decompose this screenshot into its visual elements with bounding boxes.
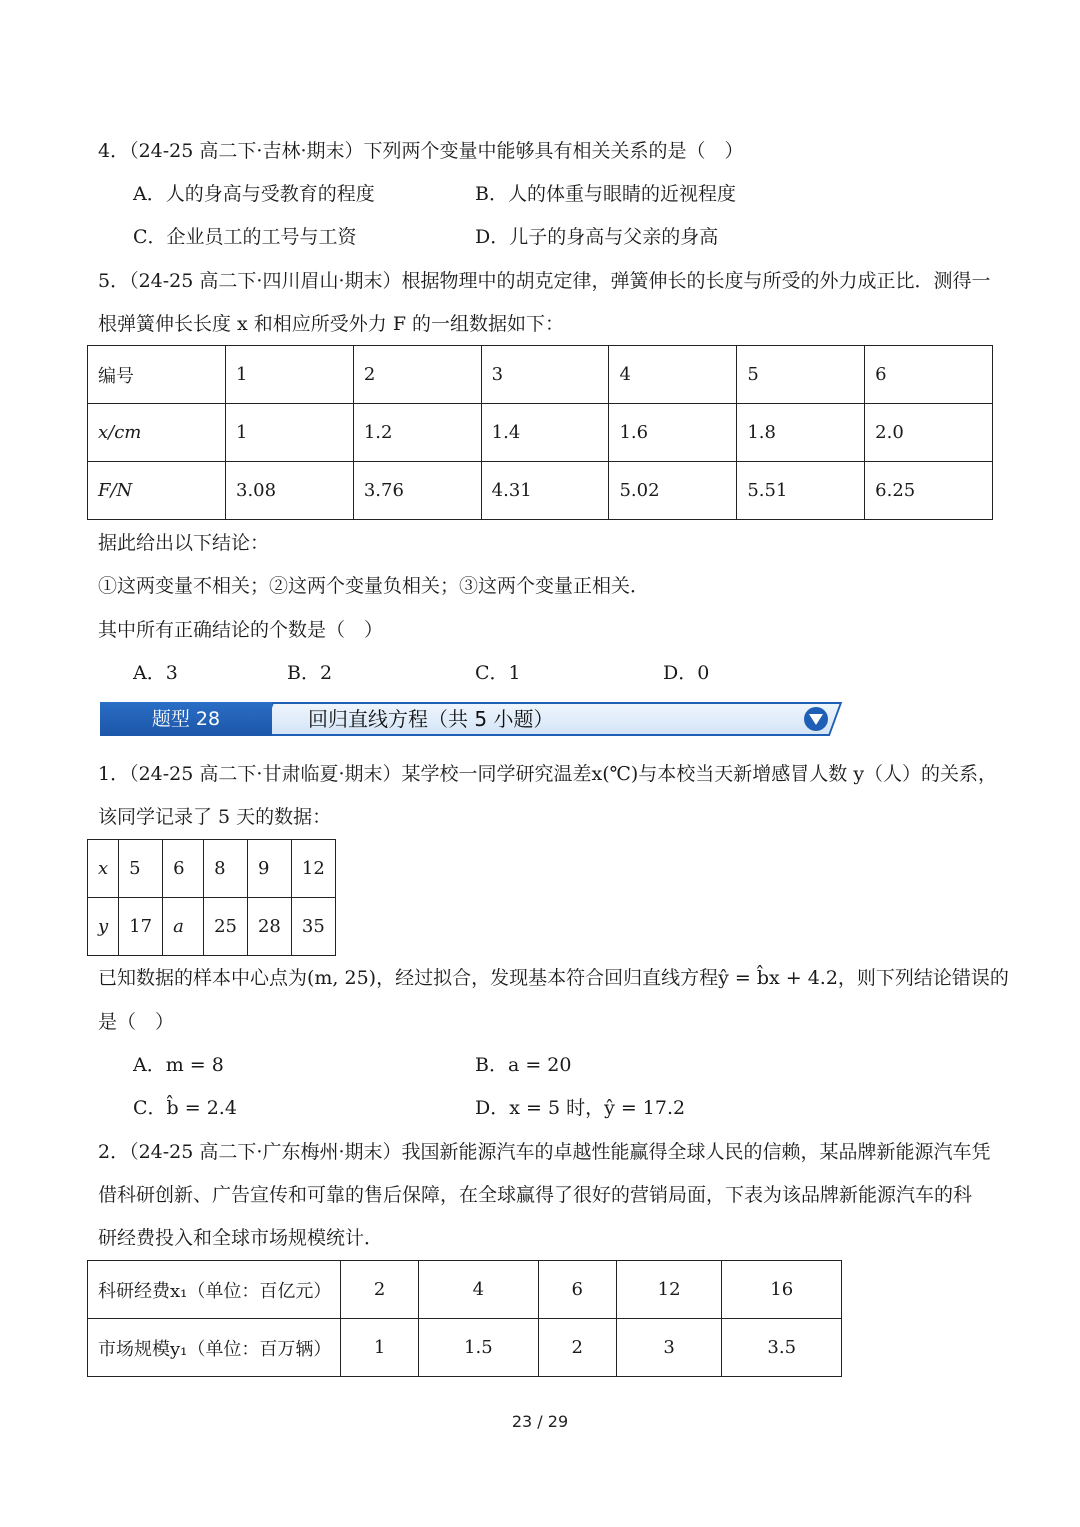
s2-data-table [87, 1260, 842, 1377]
table-cell: 3.5 [722, 1319, 842, 1377]
table-cell: 5 [119, 840, 163, 898]
table-cell: 1 [226, 404, 354, 462]
table-cell: y [88, 898, 119, 956]
table-cell: 12 [616, 1261, 722, 1319]
q5-data-table [87, 345, 993, 520]
s1-data-table [87, 839, 336, 956]
section-title: 回归直线方程（共 5 小题） [308, 707, 554, 731]
table-cell: a [163, 898, 204, 956]
table-cell: 8 [204, 840, 248, 898]
table-cell: x [88, 840, 119, 898]
table-cell: 16 [722, 1261, 842, 1319]
table-cell: 2 [538, 1319, 616, 1377]
table-cell: 市场规模y₁（单位：百万辆） [88, 1319, 341, 1377]
table-cell: 6 [865, 346, 993, 404]
table-cell: 12 [291, 840, 335, 898]
collapse-arrow-icon[interactable] [804, 707, 828, 731]
q5-option-d: D．0 [663, 662, 710, 684]
q5-stem-line1: 5．（24-25 高二下·四川眉山·期末）根据物理中的胡克定律，弹簧伸长的长度与所受的外力成正比．测得一 [98, 270, 991, 292]
table-cell: 4 [419, 1261, 539, 1319]
table-cell: 28 [247, 898, 291, 956]
table-cell: 6 [538, 1261, 616, 1319]
table-cell: 3.76 [353, 462, 481, 520]
table-cell: 1.2 [353, 404, 481, 462]
s1-stem-line1: 1．（24-25 高二下·甘肃临夏·期末）某学校一同学研究温差x(℃)与本校当天新增感冒人数 y（人）的关系， [98, 763, 998, 785]
table-cell: 6 [163, 840, 204, 898]
q4-option-b: B．人的体重与眼睛的近视程度 [475, 183, 736, 205]
q4-option-d: D．儿子的身高与父亲的身高 [475, 226, 719, 248]
q5-question: 其中所有正确结论的个数是（ ） [98, 619, 384, 641]
table-cell: 1.6 [609, 404, 737, 462]
table-cell: 3.08 [226, 462, 354, 520]
table-row [88, 898, 336, 956]
table-cell: 5 [737, 346, 865, 404]
table-row [88, 346, 993, 404]
q4-stem: 4．（24-25 高二下·吉林·期末）下列两个变量中能够具有相关关系的是（ ） [98, 140, 744, 162]
table-cell: 1.4 [481, 404, 609, 462]
table-cell: 25 [204, 898, 248, 956]
table-row [88, 1261, 842, 1319]
s1-text-line1: 已知数据的样本中心点为(m, 25)，经过拟合，发现基本符合回归直线方程ŷ = b̂x + 4.2，则下列结论错误的 [98, 967, 1009, 989]
s1-option-d: D．x = 5 时，ŷ = 17.2 [475, 1097, 686, 1119]
table-row [88, 1319, 842, 1377]
table-cell: x/cm [88, 404, 226, 462]
section-banner [100, 702, 836, 738]
s1-option-b: B．a = 20 [475, 1054, 572, 1076]
s2-stem-line2: 借科研创新、广告宣传和可靠的售后保障，在全球赢得了很好的营销局面，下表为该品牌新能源汽车的科 [98, 1184, 973, 1206]
q5-option-b: B．2 [287, 662, 333, 684]
section-label: 题型 28 [100, 702, 272, 736]
q4-option-a: A．人的身高与受教育的程度 [133, 183, 375, 205]
q5-option-a: A．3 [133, 662, 178, 684]
table-cell: 编号 [88, 346, 226, 404]
table-cell: 科研经费x₁（单位：百亿元） [88, 1261, 341, 1319]
s1-option-a: A．m = 8 [133, 1054, 224, 1076]
table-cell: 2.0 [865, 404, 993, 462]
s2-stem-line3: 研经费投入和全球市场规模统计． [98, 1227, 384, 1249]
s2-stem-line1: 2．（24-25 高二下·广东梅州·期末）我国新能源汽车的卓越性能赢得全球人民的信赖，某品牌新能源汽车凭 [98, 1141, 991, 1163]
table-cell: 5.51 [737, 462, 865, 520]
table-cell: F/N [88, 462, 226, 520]
s1-text-line2: 是（ ） [98, 1011, 175, 1033]
table-cell: 1.8 [737, 404, 865, 462]
page-number: 23 / 29 [511, 1412, 569, 1431]
q5-option-c: C．1 [475, 662, 521, 684]
table-cell: 3 [616, 1319, 722, 1377]
q5-conclusion-intro: 据此给出以下结论： [98, 532, 270, 554]
table-row [88, 462, 993, 520]
table-cell: 4.31 [481, 462, 609, 520]
table-cell: 4 [609, 346, 737, 404]
table-cell: 35 [291, 898, 335, 956]
table-cell: 1.5 [419, 1319, 539, 1377]
table-cell: 1 [341, 1319, 419, 1377]
table-cell: 2 [353, 346, 481, 404]
table-cell: 17 [119, 898, 163, 956]
s1-stem-line2: 该同学记录了 5 天的数据： [98, 806, 332, 828]
table-cell: 9 [247, 840, 291, 898]
table-cell: 3 [481, 346, 609, 404]
table-cell: 2 [341, 1261, 419, 1319]
table-row [88, 840, 336, 898]
table-row [88, 404, 993, 462]
table-cell: 1 [226, 346, 354, 404]
q5-stem-line2: 根弹簧伸长长度 x 和相应所受外力 F 的一组数据如下： [98, 313, 565, 335]
table-cell: 5.02 [609, 462, 737, 520]
q5-conclusions: ①这两变量不相关；②这两个变量负相关；③这两个变量正相关． [98, 575, 650, 597]
table-cell: 6.25 [865, 462, 993, 520]
q4-option-c: C．企业员工的工号与工资 [133, 226, 357, 248]
s1-option-c: C．b̂ = 2.4 [133, 1097, 237, 1119]
